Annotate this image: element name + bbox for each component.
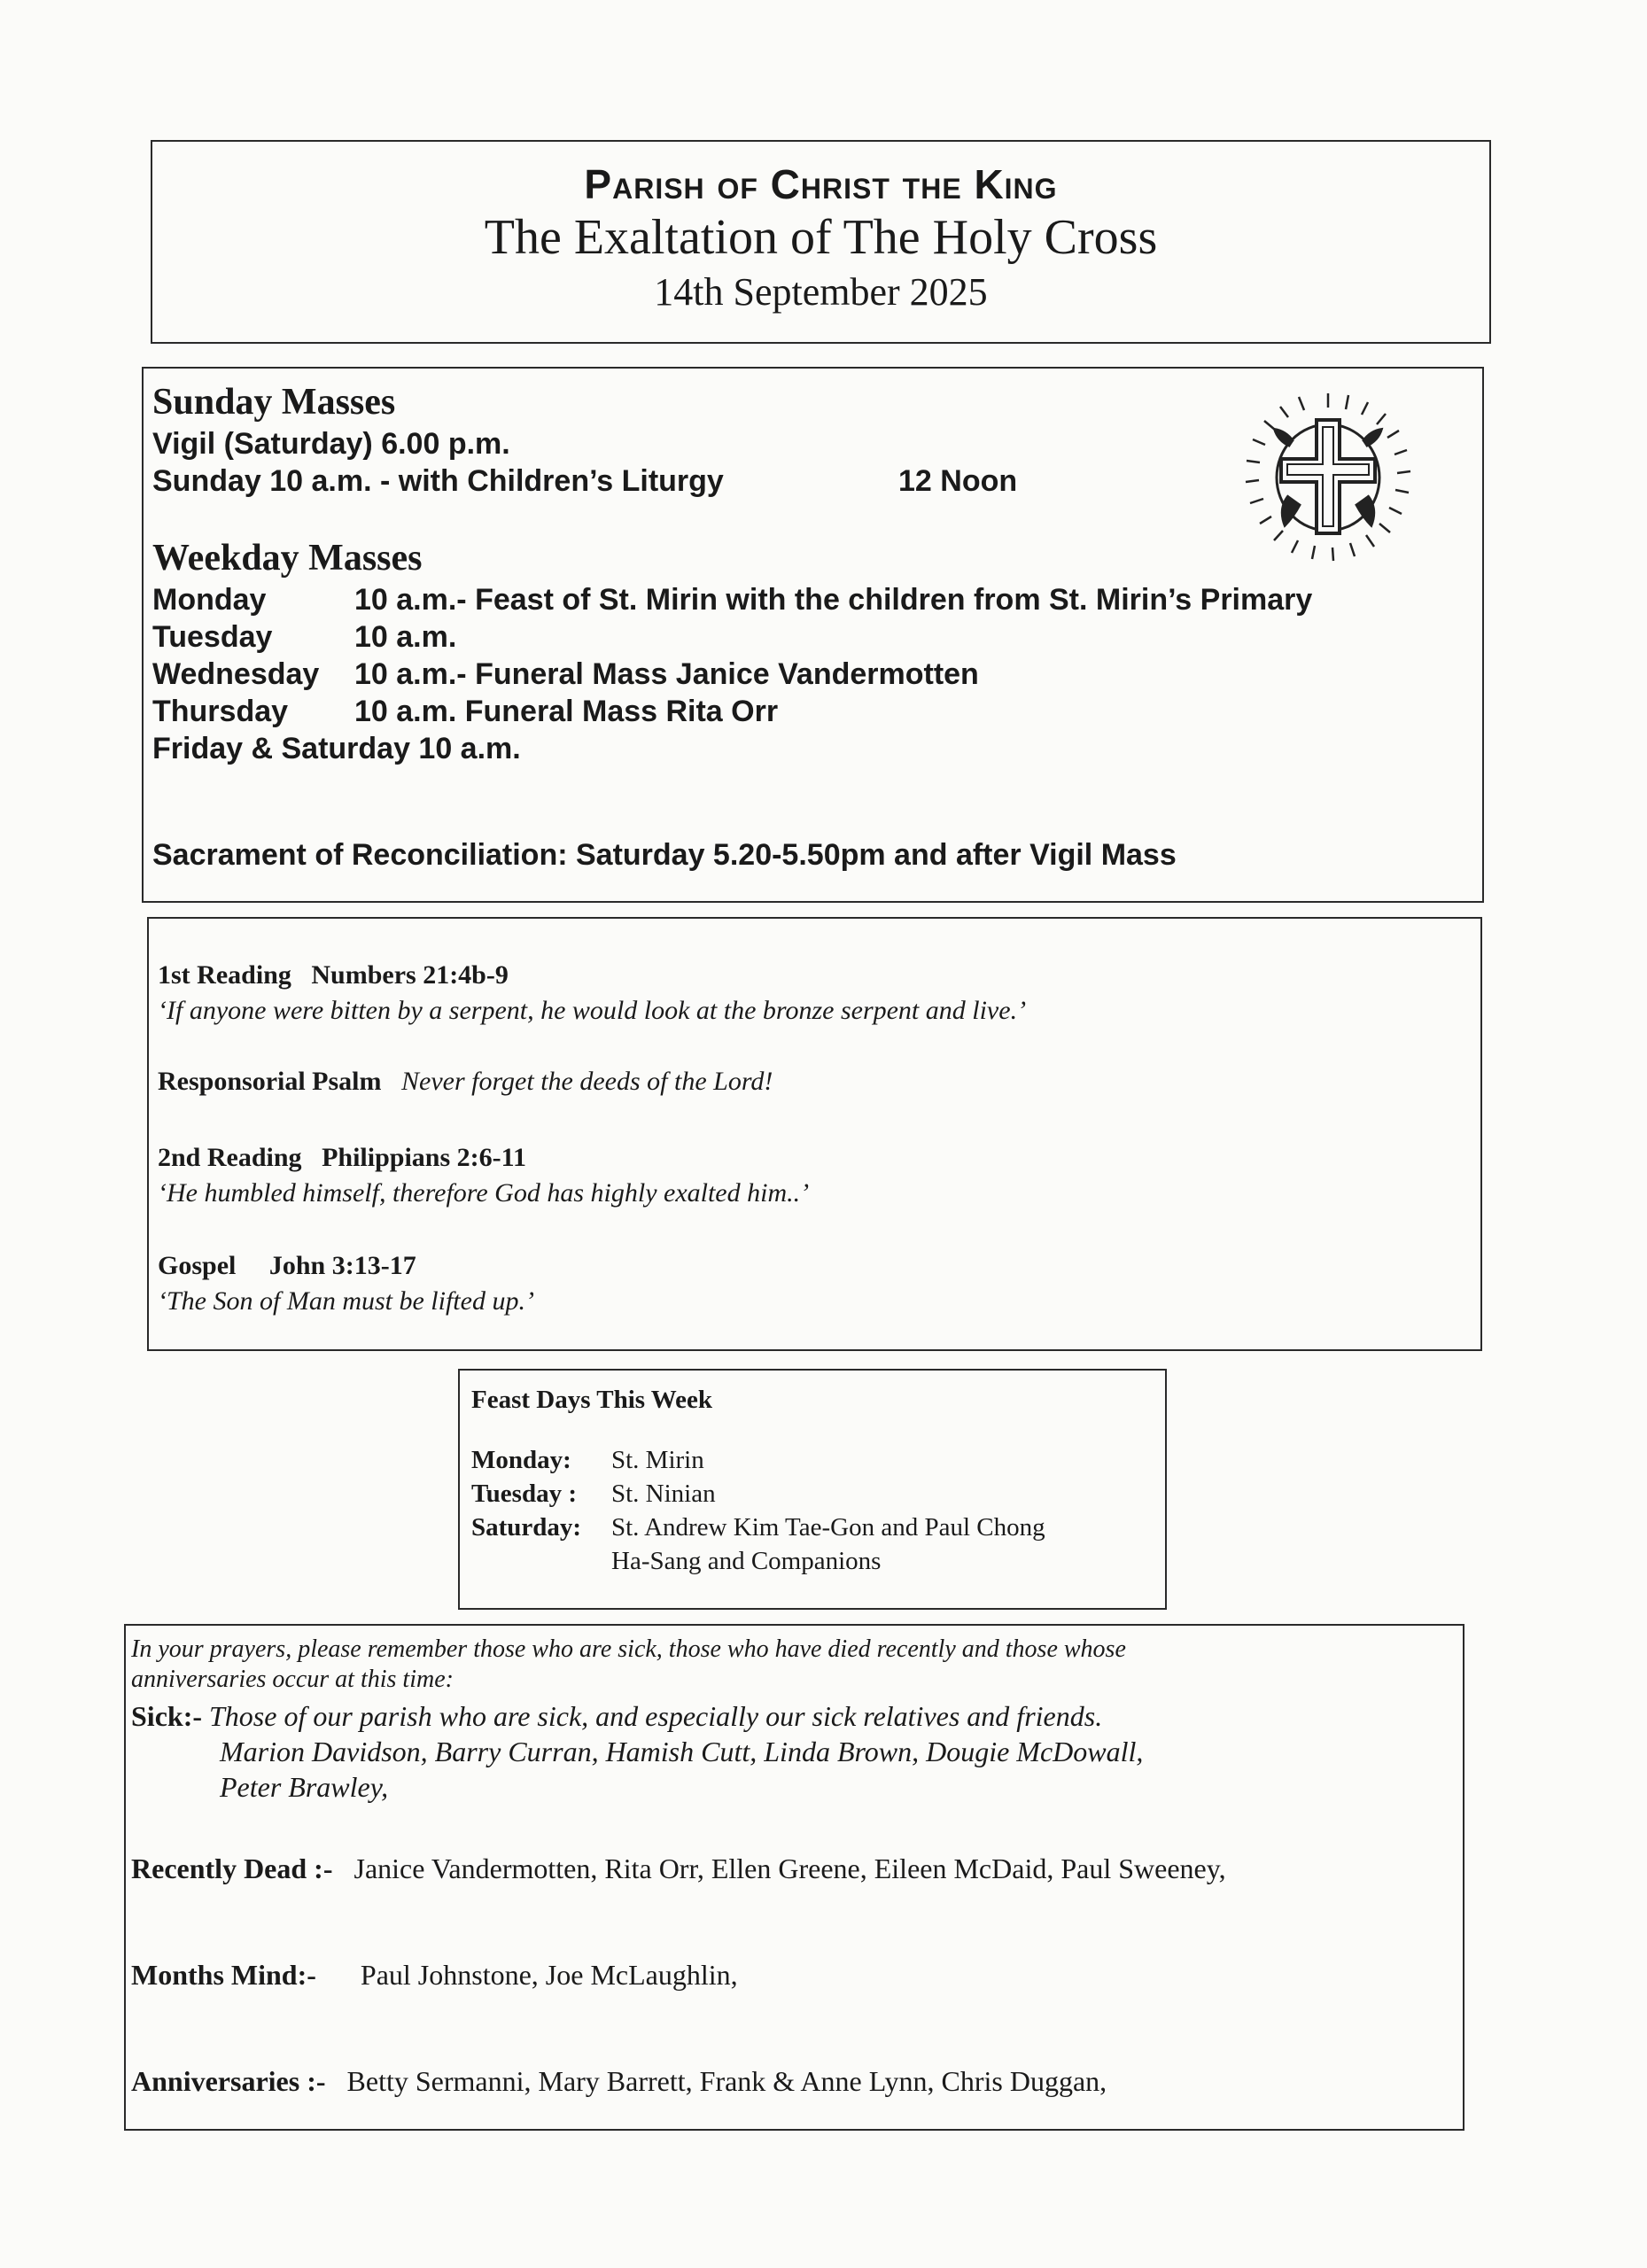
gospel-quote-line xyxy=(158,1284,534,1319)
first-reading-quote-line xyxy=(158,993,1026,1029)
sunday-noon: 12 Noon xyxy=(898,464,1018,498)
feast-days-title: Feast Days This Week xyxy=(471,1386,713,1414)
sick-intro: Those of our parish who are sick, and especially our sick relatives and friends. xyxy=(209,1700,1103,1732)
vigil-line: Vigil (Saturday) 6.00 p.m. xyxy=(152,427,510,461)
feast-day-label: Monday: xyxy=(471,1446,571,1474)
weekday-detail: 10 a.m.- Funeral Mass Janice Vandermotten xyxy=(354,657,979,691)
recently-dead-line xyxy=(131,1851,1226,1886)
first-reading-line xyxy=(158,958,509,993)
feast-day-label: Tuesday : xyxy=(471,1480,578,1508)
anniversaries-label: Anniversaries :- xyxy=(131,2065,326,2097)
second-reading-ref: Philippians 2:6-11 xyxy=(322,1143,526,1172)
first-reading-quote: ‘If anyone were bitten by a serpent, he would look at the bronze serpent and live.’ xyxy=(158,996,1027,1025)
psalm-label: Responsorial Psalm xyxy=(158,1067,382,1096)
reconciliation-line: Sacrament of Reconciliation: Saturday 5.20-5.50pm and after Vigil Mass xyxy=(152,838,1177,872)
bulletin-date: 14th September 2025 xyxy=(654,270,988,314)
readings-box xyxy=(147,917,1482,1351)
gospel-line xyxy=(158,1248,416,1284)
recently-dead-names: Janice Vandermotten, Rita Orr, Ellen Greene, Eileen McDaid, Paul Sweeney, xyxy=(353,1852,1226,1884)
feast-day-saint: St. Mirin xyxy=(611,1446,704,1474)
feast-day-continuation: Ha-Sang and Companions xyxy=(611,1547,882,1575)
weekday-masses-heading: Weekday Masses xyxy=(152,538,423,579)
weekday-day: Thursday xyxy=(152,695,289,728)
gospel-ref: John 3:13-17 xyxy=(268,1251,416,1280)
weekday-day: Wednesday xyxy=(152,657,320,691)
feast-days-box xyxy=(458,1369,1167,1610)
months-mind-names: Paul Johnstone, Joe McLaughlin, xyxy=(360,1959,738,1991)
prayers-box xyxy=(124,1624,1464,2131)
feast-day-saint: St. Andrew Kim Tae-Gon and Paul Chong xyxy=(611,1513,1045,1542)
psalm-text: Never forget the deeds of the Lord! xyxy=(401,1067,773,1096)
weekday-row xyxy=(152,581,1312,618)
second-reading-quote: ‘He humbled himself, therefore God has highly exalted him..’ xyxy=(158,1178,810,1208)
gospel-quote: ‘The Son of Man must be lifted up.’ xyxy=(158,1286,534,1316)
weekday-row xyxy=(152,656,979,693)
psalm-line xyxy=(158,1064,773,1099)
anniversaries-names: Betty Sermanni, Mary Barrett, Frank & Anne Lynn, Chris Duggan, xyxy=(346,2065,1107,2097)
prayers-intro-line1: In your prayers, please remember those who are sick, those who have died recently and those whose xyxy=(131,1635,1126,1663)
gospel-label: Gospel xyxy=(158,1251,237,1280)
feast-day-row xyxy=(471,1443,704,1477)
weekday-detail: 10 a.m.- Feast of St. Mirin with the children from St. Mirin’s Primary xyxy=(354,583,1313,617)
parish-name: Parish of Christ the King xyxy=(584,161,1058,207)
second-reading-quote-line xyxy=(158,1176,809,1211)
header-box xyxy=(151,140,1491,344)
weekday-day: Monday xyxy=(152,583,267,617)
feast-title: The Exaltation of The Holy Cross xyxy=(484,210,1158,265)
feast-day-row xyxy=(471,1477,716,1511)
feast-day-label: Saturday: xyxy=(471,1513,582,1542)
second-reading-line xyxy=(158,1140,526,1176)
sick-names-line2: Peter Brawley, xyxy=(220,1771,389,1803)
second-reading-label: 2nd Reading xyxy=(158,1143,302,1172)
sick-names-line1: Marion Davidson, Barry Curran, Hamish Cutt, Linda Brown, Dougie McDowall, xyxy=(220,1736,1144,1767)
first-reading-label: 1st Reading xyxy=(158,960,291,990)
feast-day-row xyxy=(471,1511,1045,1544)
weekday-detail: 10 a.m. Funeral Mass Rita Orr xyxy=(354,695,779,728)
months-mind-line xyxy=(131,1957,738,1992)
sunday-line: Sunday 10 a.m. - with Children’s Liturgy xyxy=(152,464,724,498)
sick-line xyxy=(131,1698,1102,1734)
recently-dead-label: Recently Dead :- xyxy=(131,1852,333,1884)
holy-cross-emblem-icon xyxy=(1235,384,1421,571)
masses-box xyxy=(142,367,1484,903)
prayers-intro-line2: anniversaries occur at this time: xyxy=(131,1666,454,1693)
first-reading-ref: Numbers 21:4b-9 xyxy=(311,960,509,990)
feast-day-saint: St. Ninian xyxy=(611,1480,716,1508)
weekday-row xyxy=(152,618,456,656)
sick-label: Sick:- xyxy=(131,1700,202,1732)
sunday-masses-heading: Sunday Masses xyxy=(152,382,396,423)
friday-saturday-line: Friday & Saturday 10 a.m. xyxy=(152,732,521,765)
weekday-detail: 10 a.m. xyxy=(354,620,457,654)
anniversaries-line xyxy=(131,2063,1107,2099)
weekday-row xyxy=(152,693,778,730)
weekday-day: Tuesday xyxy=(152,620,273,654)
months-mind-label: Months Mind:- xyxy=(131,1959,316,1991)
